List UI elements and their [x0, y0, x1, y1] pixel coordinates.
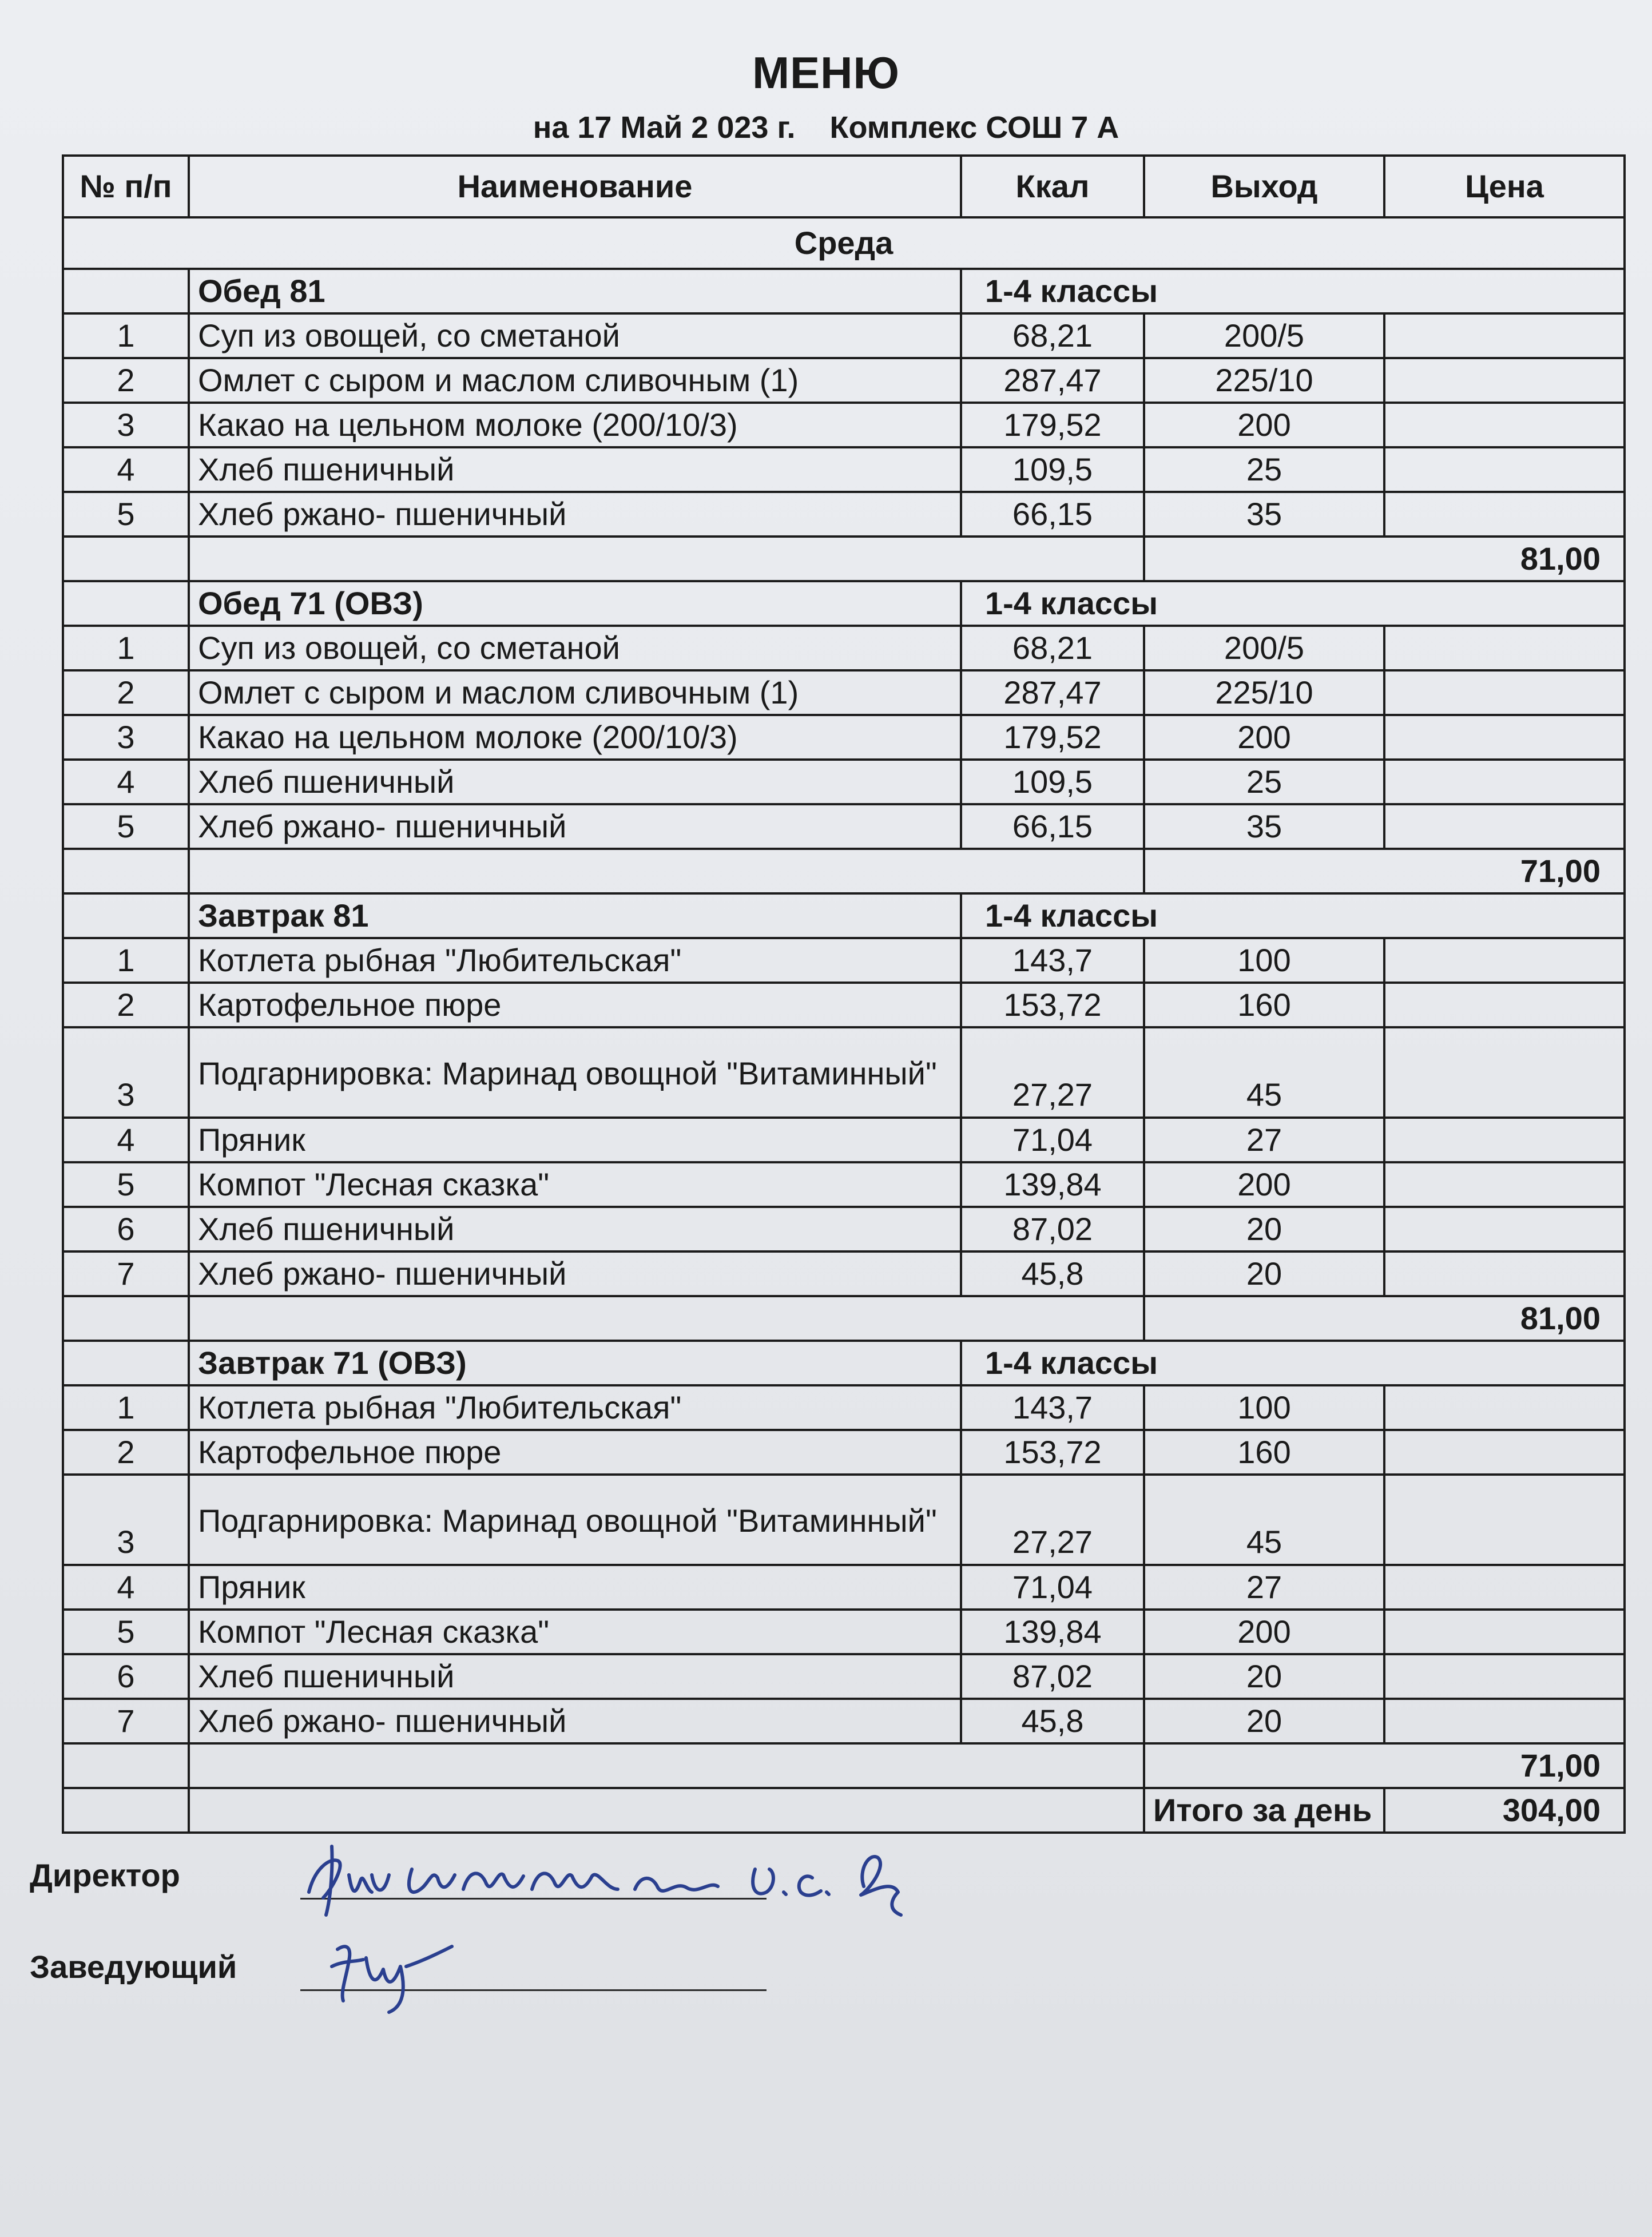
- table-row: [63, 492, 1625, 537]
- item-output: 100: [1144, 938, 1384, 983]
- section-total-row: [63, 537, 1625, 581]
- table-row: [63, 804, 1625, 849]
- item-output: 45: [1144, 1027, 1384, 1118]
- item-price: [1384, 938, 1625, 983]
- section-total: 71,00: [1144, 849, 1625, 893]
- item-output: 200: [1144, 715, 1384, 760]
- table-row: [63, 1475, 1625, 1565]
- total-spacer-wide: [189, 1296, 1144, 1341]
- section-header-spacer: [63, 269, 189, 313]
- item-kcal: 139,84: [961, 1610, 1144, 1654]
- item-kcal: 143,7: [961, 1385, 1144, 1430]
- item-price: [1384, 1654, 1625, 1699]
- item-kcal: 87,02: [961, 1207, 1144, 1251]
- item-name: Компот "Лесная сказка": [189, 1610, 961, 1654]
- section-header-row: [63, 269, 1625, 313]
- item-price: [1384, 1027, 1625, 1118]
- item-output: 200/5: [1144, 313, 1384, 358]
- director-label: Директор: [30, 1857, 180, 1893]
- grand-spacer-wide: [189, 1788, 1144, 1833]
- table-row: [63, 626, 1625, 670]
- item-number: 7: [63, 1699, 189, 1743]
- item-kcal: 66,15: [961, 492, 1144, 537]
- item-price: [1384, 1565, 1625, 1610]
- item-number: 5: [63, 804, 189, 849]
- item-number: 1: [63, 313, 189, 358]
- item-number: 4: [63, 760, 189, 804]
- item-price: [1384, 313, 1625, 358]
- table-row: [63, 1385, 1625, 1430]
- item-kcal: 71,04: [961, 1118, 1144, 1162]
- item-number: 3: [63, 715, 189, 760]
- item-number: 2: [63, 983, 189, 1027]
- page-subtitle: [0, 110, 1652, 145]
- item-number: 7: [63, 1251, 189, 1296]
- item-name: Хлеб ржано- пшеничный: [189, 1699, 961, 1743]
- section-header-spacer: [63, 893, 189, 938]
- item-kcal: 68,21: [961, 313, 1144, 358]
- item-name: Омлет с сыром и маслом сливочным (1): [189, 358, 961, 403]
- section-header-spacer: [63, 581, 189, 626]
- item-kcal: 287,47: [961, 670, 1144, 715]
- header-price: Цена: [1384, 156, 1625, 217]
- item-name: Какао на цельном молоке (200/10/3): [189, 715, 961, 760]
- grand-total-label: Итого за день: [1144, 1788, 1384, 1833]
- item-number: 6: [63, 1654, 189, 1699]
- item-price: [1384, 670, 1625, 715]
- total-spacer-wide: [189, 1743, 1144, 1788]
- table-row: [63, 938, 1625, 983]
- item-output: 200/5: [1144, 626, 1384, 670]
- item-kcal: 179,52: [961, 715, 1144, 760]
- item-kcal: 68,21: [961, 626, 1144, 670]
- grand-spacer: [63, 1788, 189, 1833]
- item-price: [1384, 804, 1625, 849]
- section-total-row: [63, 1743, 1625, 1788]
- item-name: Суп из овощей, со сметаной: [189, 313, 961, 358]
- item-output: 27: [1144, 1565, 1384, 1610]
- manager-label: Заведующий: [30, 1949, 237, 1985]
- item-output: 25: [1144, 760, 1384, 804]
- table-row: [63, 1610, 1625, 1654]
- item-number: 5: [63, 492, 189, 537]
- item-price: [1384, 1430, 1625, 1475]
- item-number: 1: [63, 1385, 189, 1430]
- menu-body: [63, 217, 1625, 1833]
- item-number: 4: [63, 1118, 189, 1162]
- item-price: [1384, 760, 1625, 804]
- section-total: 81,00: [1144, 1296, 1625, 1341]
- item-name: Хлеб ржано- пшеничный: [189, 492, 961, 537]
- item-kcal: 153,72: [961, 983, 1144, 1027]
- table-row: [63, 1118, 1625, 1162]
- item-price: [1384, 626, 1625, 670]
- item-price: [1384, 1207, 1625, 1251]
- item-name: Котлета рыбная "Любительская": [189, 1385, 961, 1430]
- table-row: [63, 670, 1625, 715]
- section-header-row: [63, 581, 1625, 626]
- item-output: 20: [1144, 1699, 1384, 1743]
- menu-complex: Комплекс СОШ 7 А: [829, 110, 1119, 145]
- item-name: Хлеб пшеничный: [189, 1207, 961, 1251]
- section-classes: 1-4 классы: [961, 1341, 1625, 1385]
- table-row: [63, 1207, 1625, 1251]
- total-spacer-wide: [189, 537, 1144, 581]
- grand-total-row: [63, 1788, 1625, 1833]
- item-name: Омлет с сыром и маслом сливочным (1): [189, 670, 961, 715]
- item-number: 1: [63, 938, 189, 983]
- manager-handwritten-signature: [320, 1926, 469, 2018]
- item-kcal: 45,8: [961, 1251, 1144, 1296]
- item-kcal: 153,72: [961, 1430, 1144, 1475]
- item-output: 160: [1144, 983, 1384, 1027]
- item-price: [1384, 1385, 1625, 1430]
- section-header-row: [63, 1341, 1625, 1385]
- table-row: [63, 1699, 1625, 1743]
- table-row: [63, 1251, 1625, 1296]
- header-num: № п/п: [63, 156, 189, 217]
- item-kcal: 71,04: [961, 1565, 1144, 1610]
- item-output: 35: [1144, 492, 1384, 537]
- item-number: 5: [63, 1162, 189, 1207]
- item-number: 1: [63, 626, 189, 670]
- table-row: [63, 447, 1625, 492]
- item-kcal: 179,52: [961, 403, 1144, 447]
- day-label: Среда: [63, 217, 1625, 269]
- table-row: [63, 358, 1625, 403]
- item-number: 2: [63, 1430, 189, 1475]
- item-kcal: 27,27: [961, 1475, 1144, 1565]
- item-name: Пряник: [189, 1118, 961, 1162]
- item-price: [1384, 1475, 1625, 1565]
- total-spacer-wide: [189, 849, 1144, 893]
- item-output: 20: [1144, 1251, 1384, 1296]
- item-kcal: 109,5: [961, 447, 1144, 492]
- day-row: [63, 217, 1625, 269]
- table-row: [63, 760, 1625, 804]
- item-name: Хлеб ржано- пшеничный: [189, 804, 961, 849]
- item-price: [1384, 1118, 1625, 1162]
- item-price: [1384, 1699, 1625, 1743]
- item-kcal: 45,8: [961, 1699, 1144, 1743]
- item-price: [1384, 447, 1625, 492]
- item-price: [1384, 403, 1625, 447]
- section-total-row: [63, 849, 1625, 893]
- item-output: 160: [1144, 1430, 1384, 1475]
- section-title: Завтрак 71 (ОВЗ): [189, 1341, 961, 1385]
- item-name: Суп из овощей, со сметаной: [189, 626, 961, 670]
- table-row: [63, 1027, 1625, 1118]
- item-kcal: 287,47: [961, 358, 1144, 403]
- item-name: Какао на цельном молоке (200/10/3): [189, 403, 961, 447]
- header-kcal: Ккал: [961, 156, 1144, 217]
- item-kcal: 87,02: [961, 1654, 1144, 1699]
- item-output: 225/10: [1144, 358, 1384, 403]
- total-spacer: [63, 849, 189, 893]
- item-kcal: 27,27: [961, 1027, 1144, 1118]
- item-name: Котлета рыбная "Любительская": [189, 938, 961, 983]
- item-price: [1384, 1162, 1625, 1207]
- item-number: 4: [63, 1565, 189, 1610]
- item-output: 225/10: [1144, 670, 1384, 715]
- item-price: [1384, 492, 1625, 537]
- item-price: [1384, 983, 1625, 1027]
- page-title: МЕНЮ: [752, 47, 900, 98]
- item-name: Подгарнировка: Маринад овощной "Витаминный": [189, 1027, 961, 1118]
- item-name: Хлеб пшеничный: [189, 760, 961, 804]
- menu-date: на 17 Май 2 023 г.: [533, 110, 796, 145]
- item-name: Компот "Лесная сказка": [189, 1162, 961, 1207]
- section-header-row: [63, 893, 1625, 938]
- item-name: Хлеб пшеничный: [189, 447, 961, 492]
- section-total: 81,00: [1144, 537, 1625, 581]
- item-output: 200: [1144, 1610, 1384, 1654]
- section-title: Обед 71 (ОВЗ): [189, 581, 961, 626]
- item-output: 27: [1144, 1118, 1384, 1162]
- item-name: Картофельное пюре: [189, 1430, 961, 1475]
- item-name: Хлеб пшеничный: [189, 1654, 961, 1699]
- item-kcal: 109,5: [961, 760, 1144, 804]
- item-price: [1384, 1251, 1625, 1296]
- item-name: Пряник: [189, 1565, 961, 1610]
- item-name: Подгарнировка: Маринад овощной "Витаминный": [189, 1475, 961, 1565]
- item-number: 3: [63, 1027, 189, 1118]
- item-output: 20: [1144, 1654, 1384, 1699]
- table-header-row: [63, 156, 1625, 217]
- section-classes: 1-4 классы: [961, 581, 1625, 626]
- item-output: 45: [1144, 1475, 1384, 1565]
- section-classes: 1-4 классы: [961, 269, 1625, 313]
- table-row: [63, 403, 1625, 447]
- director-handwritten-signature: [297, 1835, 1041, 1921]
- header-name: Наименование: [189, 156, 961, 217]
- grand-total-value: 304,00: [1384, 1788, 1625, 1833]
- table-row: [63, 313, 1625, 358]
- item-price: [1384, 1610, 1625, 1654]
- item-output: 200: [1144, 1162, 1384, 1207]
- item-number: 6: [63, 1207, 189, 1251]
- total-spacer: [63, 1743, 189, 1788]
- section-title: Завтрак 81: [189, 893, 961, 938]
- item-price: [1384, 715, 1625, 760]
- item-name: Картофельное пюре: [189, 983, 961, 1027]
- menu-table: [62, 154, 1626, 1834]
- item-number: 2: [63, 670, 189, 715]
- table-row: [63, 1654, 1625, 1699]
- total-spacer: [63, 1296, 189, 1341]
- item-output: 200: [1144, 403, 1384, 447]
- item-name: Хлеб ржано- пшеничный: [189, 1251, 961, 1296]
- total-spacer: [63, 537, 189, 581]
- item-output: 100: [1144, 1385, 1384, 1430]
- section-total-row: [63, 1296, 1625, 1341]
- table-row: [63, 983, 1625, 1027]
- table-row: [63, 1162, 1625, 1207]
- item-number: 2: [63, 358, 189, 403]
- section-total: 71,00: [1144, 1743, 1625, 1788]
- table-row: [63, 1430, 1625, 1475]
- item-kcal: 139,84: [961, 1162, 1144, 1207]
- table-row: [63, 715, 1625, 760]
- item-output: 35: [1144, 804, 1384, 849]
- item-kcal: 143,7: [961, 938, 1144, 983]
- section-header-spacer: [63, 1341, 189, 1385]
- item-number: 3: [63, 1475, 189, 1565]
- item-price: [1384, 358, 1625, 403]
- item-number: 4: [63, 447, 189, 492]
- section-title: Обед 81: [189, 269, 961, 313]
- header-output: Выход: [1144, 156, 1384, 217]
- item-number: 5: [63, 1610, 189, 1654]
- item-number: 3: [63, 403, 189, 447]
- table-row: [63, 1565, 1625, 1610]
- item-kcal: 66,15: [961, 804, 1144, 849]
- section-classes: 1-4 классы: [961, 893, 1625, 938]
- item-output: 20: [1144, 1207, 1384, 1251]
- item-output: 25: [1144, 447, 1384, 492]
